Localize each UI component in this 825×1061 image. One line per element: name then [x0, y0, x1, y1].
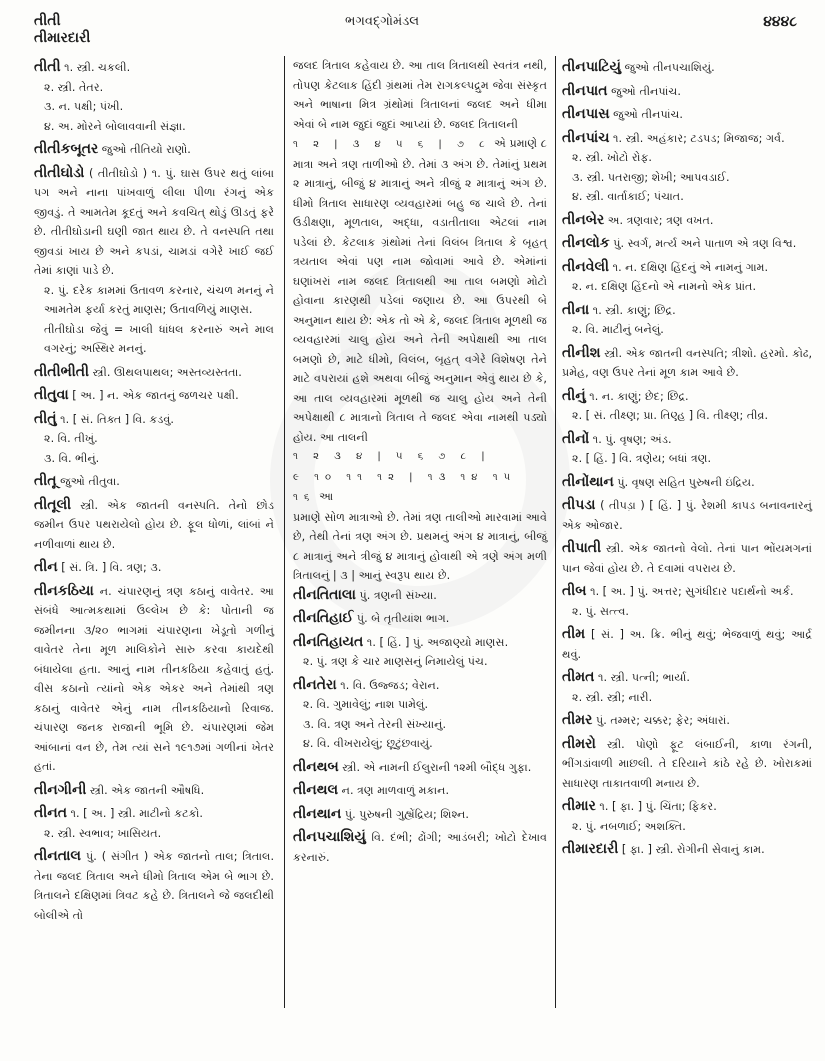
- dictionary-entry: [34, 804, 274, 843]
- definition-sense: [ સં. ] અ. ક્રિ. ભીનું થવું; ભેજવાળું થવું; આર્દ્ર થવું.: [562, 628, 812, 661]
- tintal-paragraph-2: માત્રા અને ત્રણ તાળીઓ છે. તેમાં ૩ અંગ છે. તેમાંનું પ્રથમ ૨ માત્રાનું, બીજું ૪ માત્રાનું અને ત્રીજું ૨ માત્રાનું અંગ છે. ધીમો ત્રિતાલ સાધારણ વ્યવહારમાં બહુ જ ચાલે છે. તેનાં ઉડીક્ષણા, મૂળતાલ, અદ્ધા, વડાતીતાલા એટલાં નામ પડેલાં છે. કેટલાક ગ્રંથોમાં તેનાં વિલંબ ત્રિતાલ કે બૃહત્ ત્રયતાલ એવાં પણ નામ જોવામાં આવે છે. એમાંનાં ઘણાંખરાં નામ જલદ ત્રિતાલથી આ તાલ બમણો મોટો હોવાના કારણથી પડેલાં જણાય છે. આ ઉપરથી બે અનુમાન થાય છે: એક તો એ કે, જલદ ત્રિતાલ મૂળથી જ વ્યવહારમાં ચાલુ હોય અને તેની અપેક્ષાથી આ તાલ બમણો છે, માટે ધીમો, વિલંબ, બૃહત્ વગેરે વિશેષણ તેને માટે વપરાયાં હશે અથવા બીજું અનુમાન એવું થાય છે કે, આ તાલ વ્યવહારમાં મૂળથી જ ચાલુ હોય અને તેની અપેક્ષાથી ૮ માત્રાનો ત્રિતાલ તે જલદ એવા નામથી પડ્યો હોય. આ તાલની: [293, 157, 547, 444]
- definition-sense: સ્ત્રી. એક જાતની ઔષધિ.: [86, 783, 205, 797]
- dictionary-entry: [293, 676, 547, 754]
- column-2: [284, 56, 556, 1008]
- headword: તીનોં: [562, 430, 590, 447]
- dictionary-entry: [562, 539, 812, 578]
- headword: તીનીશ: [562, 344, 601, 361]
- column-3: [562, 58, 812, 864]
- dictionary-entry: [562, 387, 812, 426]
- definition-sense: [ અ. ] ન. એક જાતનું જળચર પક્ષી.: [68, 389, 239, 402]
- definition-sense: ૧. સ્ત્રી. ચકલી.: [60, 61, 131, 74]
- definition-sense: [ સં. ત્રિ. ] વિ. ત્રણ; ૩.: [57, 561, 162, 574]
- dictionary-entry: [293, 609, 547, 629]
- definition-sense: ૨. પું. દરેક કામમાં ઉતાવળ કરનાર, ચંચળ મનનું ને આમતેમ ફર્યા કરતું માણસ; ઉતાવળિયું માણસ.: [44, 283, 274, 316]
- dictionary-entry: [562, 344, 812, 383]
- headword: તીનતાલ: [34, 848, 82, 864]
- guide-word-first: તીતી: [34, 13, 61, 29]
- definition-sense: ૨. સ્ત્રી. તેતર.: [44, 80, 104, 94]
- headword: તીમત: [562, 669, 595, 685]
- headword: તીનથબ: [293, 758, 339, 775]
- dictionary-entry: [562, 625, 812, 664]
- headword: તીતી: [34, 59, 61, 75]
- headword: તીતું: [34, 410, 57, 427]
- dictionary-entry: [562, 668, 812, 707]
- page-header: [0, 0, 825, 50]
- dictionary-entry: [34, 58, 274, 136]
- definition-sense: ન. ત્રણ માળવાળું મકાન.: [338, 784, 450, 797]
- headword: તીતીભીતી: [34, 363, 90, 380]
- guide-word-last: તીમારદારી: [34, 30, 91, 46]
- headword: તીનતિતાલા: [293, 586, 356, 603]
- definition-sense: જુઓ તીતુવા.: [56, 475, 120, 488]
- dictionary-entry: [562, 582, 812, 621]
- headword: તીતીઘોડો: [34, 164, 85, 181]
- headword: તીમારદારી: [562, 841, 619, 857]
- definition-sense: તીતીઘોડા જેવું = ખાલી ધાંધલ કરનારું અને માલ વગરનું; અસ્થિર મનનું.: [44, 322, 274, 355]
- definition-sense: પું. સ્વર્ગ, મર્ત્ય અને પાતાળ એ ત્રણ વિશ્વ.: [609, 237, 797, 250]
- dictionary-entry: [34, 496, 274, 555]
- dictionary-entry: [34, 363, 274, 383]
- definition-sense: ૩. વિ. ત્રણ અને તેરની સંખ્યાનું.: [303, 717, 446, 731]
- headword: તીનપચાશિયું: [293, 829, 366, 845]
- headword: તીનતિહાઈ: [293, 610, 354, 626]
- dictionary-entry: [562, 797, 812, 836]
- definition-sense: ૧. વિ. ઉજ્જડ; વેરાન.: [336, 678, 440, 692]
- definition-sense: સ્ત્રી. ઊથલપાથલ; અસ્તવ્યસ્તતા.: [89, 365, 242, 379]
- dictionary-entry: [562, 735, 812, 794]
- dictionary-entry: [34, 164, 274, 359]
- definition-sense: વિ. દંભી; ઢોંગી; આડંબરી; ખોટો દેખાવ કરનારું.: [293, 831, 547, 864]
- headword: તીમરો: [562, 735, 596, 752]
- dictionary-entry: [293, 828, 547, 867]
- definition-sense: પું. તમ્મર; ચક્કર; ફેર; અંધારાં.: [592, 714, 730, 727]
- headword: તીતીકબૂતર: [34, 141, 99, 157]
- definition-sense: પું. ત્રણની સંખ્યા.: [355, 588, 437, 602]
- dictionary-entry: [562, 105, 812, 125]
- headword: તીનતેરા: [293, 676, 337, 693]
- tintal-paragraph-1: જલદ ત્રિતાલ કહેવાય છે. આ તાલ ત્રિતાલથી સ્વતંત્ર નથી, તોપણ કેટલાક હિંદી ગ્રંથમાં તેમ રાગકલ્પદ્રુમ જેવા સંસ્કૃત અને ભાષાના મિત્ર ગ્રંથોમાં ત્રિતાલનાં જલદ અને ધીમા એવાં બે નામ જુદાં જુદાં આપ્યાં છે. જલદ ત્રિતાલની: [293, 59, 547, 131]
- definition-sense: ૨. પું. ત્રણ કે ચાર માણસનું નિમાયેલું પંચ.: [303, 655, 488, 668]
- dictionary-entry: [293, 633, 547, 672]
- dictionary-entry: [293, 758, 547, 778]
- definition-sense: જુઓ તીતિયો રાણો.: [98, 143, 191, 156]
- headword: તીના: [562, 301, 590, 318]
- headword: તીબ: [562, 583, 587, 599]
- beat-tail: આ: [319, 490, 334, 503]
- beat-row-2: ૧ ૨ ૩ ૪ | ૫ ૬ ૭ ૮ |: [293, 451, 491, 462]
- page-number: ૪૪૪૮: [763, 14, 797, 30]
- headword: તીનથલ: [293, 782, 339, 798]
- definition-sense: ન. ચંપારણનું ત્રણ કઠાનું વાવેતર. આ સંબંધે આત્મકથામાં ઉલ્લેખ છે કે: પોતાની જ જમીનના ૩/૨૦ ભાગમાં ચંપારણના ખેડૂતો ગળીનું વાવેતર તેના મૂળ માલિકોને સારુ કરવા કાયદેથી બંધાયેલા હતા. આનું નામ તીનકઠિયા કહેવાતું હતું. વીસ કઠાનો ત્યાંનો એક એકર અને તેમાંથી ત્રણ કઠાનું વાવેતર એનું નામ તીનકઠિયાનો રિવાજ. ચંપારણ જનક રાજાની ભૂમિ છે. ચંપારણમાં જેમ આંબાનાં વન છે, તેમ ત્યાં સને ૧૯૧૭માં ગળીનાં ખેતર હતાં.: [34, 584, 274, 773]
- dictionary-entry: [34, 558, 274, 578]
- definition-sense: ( તીપડ઼ા ) [ હિં. ] પું. રેશમી કાપડ બનાવનારનું એક ઓજાર.: [562, 499, 812, 532]
- headword: તીનથાન: [293, 805, 342, 822]
- beat-notation: ૯ ૧૦ ૧૧ ૧૨ | ૧૩ ૧૪ ૧૫ ૧૬: [293, 471, 517, 503]
- dictionary-entry: [562, 711, 812, 731]
- definition-sense: ૨. પું. સત્ત્વ.: [572, 604, 629, 618]
- dictionary-entry: [562, 58, 812, 78]
- headword: તીનલોક: [562, 235, 610, 251]
- headword: તીતૂલી: [34, 496, 72, 513]
- dictionary-entry: [34, 847, 274, 925]
- definition-sense: ૨. સ્ત્રી. સ્વભાવ; ખાસિયત.: [44, 826, 162, 840]
- dictionary-entry: [293, 805, 547, 825]
- beat-notation: ૧ ૨ | ૩ ૪ ૫ ૬ | ૭ ૮: [293, 139, 491, 150]
- definition-sense: ૧. ન. દક્ષિણ હિંદનું એ નામનું ગામ.: [609, 260, 769, 274]
- definition-sense: ૨. પું. નબળાઈ; અશક્તિ.: [572, 819, 686, 833]
- definition-sense: ૩. ન. પક્ષી; પંખી.: [44, 100, 124, 113]
- definition-sense: ૧. સ્ત્રી. અહંકાર; ટડપડ; મિજાજ; ગર્વ.: [609, 131, 785, 145]
- headword: તીનત: [34, 805, 67, 821]
- headword: તીનકઠિયા: [34, 582, 94, 599]
- headword: તીતુવા: [34, 387, 69, 403]
- definition-sense: પું. ( સંગીત ) એક જાતનો તાલ; ત્રિતાલ. તેના જલદ ત્રિતાલ અને ધીમો ત્રિતાલ એમ બે ભાગ છે. ત્રિતાલને દક્ષિણમાં ત્રિવટ કહે છે. ત્રિતાલને જે જલદીથી બોલીએ તો: [34, 850, 274, 922]
- dictionary-entry: [562, 473, 812, 493]
- headword: તીનગીની: [34, 781, 87, 798]
- definition-sense: ૩. સ્ત્રી. પતરાજી; શેખી; આપવડાઈ.: [572, 170, 730, 184]
- definition-sense: ૧. [ ફા. ] પું. ચિંતા; ફિકર.: [595, 800, 717, 813]
- definition-sense: ( તીતીઘોડો ) ૧. પું. ઘાસ ઉપર થતું લાંબા પગ અને નાના પાંખવાળું લીલા પીળા રંગનું એક જીવડું. તે આમતેમ કૂદતું અને કવચિત્ થોડું ઊડતું ફરે છે. તીતીઘોડાની ઘણી જાત થાય છે. તે વનસ્પતિ તથા જીવડાં ખાય છે અને કપડાં, ચામડાં વગેરે ખાઈ જઈ તેમાં કાણાં પાડે છે.: [34, 166, 274, 277]
- headword: તીનપાસ: [562, 106, 610, 122]
- column-2-entries: [293, 586, 547, 868]
- definition-sense: ૧. સ્ત્રી. કાણું; છિદ્ર.: [589, 303, 676, 317]
- headword: તીન: [34, 559, 58, 575]
- definition-sense: ૧. [ સં. તિક્ત ] વિ. કડવું.: [56, 412, 174, 426]
- definition-sense: ૧. [ અ. ] પું. અત્તર; સુગંધીદાર પદાર્થનો અર્ક.: [586, 585, 794, 598]
- definition-sense: ૪. અ. મોરને બોલાવવાની સંજ્ઞા.: [44, 119, 186, 133]
- definition-sense: ૧. [ અ. ] સ્ત્રી. માટીનો કટકો.: [67, 807, 203, 820]
- definition-sense: જુઓ તીનપચાશિયું.: [621, 61, 715, 74]
- definition-sense: ૧. સ્ત્રી. પત્ની; ભાર્યા.: [594, 671, 690, 684]
- beat-row-3: [293, 467, 547, 508]
- definition-sense: ૧. [ હિં. ] પું. અજાણ્યો માણસ.: [363, 635, 509, 649]
- definition-sense: ૨. સ્ત્રી. સ્ત્રી; નારી.: [572, 690, 653, 704]
- running-title: ભગવદ્ગોમંડલ: [345, 14, 420, 29]
- definition-sense: ૧. ન. કાણું; છેદ; છિદ્ર.: [585, 389, 689, 403]
- dictionary-entry: [562, 258, 812, 297]
- dictionary-entry: [562, 82, 812, 102]
- dictionary-entry: [562, 496, 812, 535]
- definition-sense: સ્ત્રી. પોણો ફૂટ લંબાઈની, કાળા રંગની, ભીંગડાંવાળી માછલી. તે દરિયાને કાંઠે રહે છે. ખોરાકમાં સાધારણ તાકાતવાળી મનાય છે.: [562, 737, 812, 790]
- definition-sense: પું. પુરુષની ગુહ્યેંદ્રિય; શિશ્ન.: [341, 807, 469, 821]
- definition-sense: ૩. વિ. ભીનું.: [44, 451, 100, 465]
- dictionary-entry: [293, 781, 547, 801]
- definition-sense: [ ફા. ] સ્ત્રી. રોગીની સેવાનું કામ.: [618, 843, 765, 856]
- definition-sense: ૨. વિ. ગુમાવેલું; નાશ પામેલું.: [303, 698, 429, 711]
- beat-row-1: [293, 134, 547, 155]
- definition-sense: પું. બે તૃતીયાંશ ભાગ.: [353, 612, 450, 625]
- headword: તીનતિહાયત: [293, 633, 364, 650]
- headword: તીમ: [562, 626, 586, 642]
- headword: તીતૂ: [34, 473, 57, 489]
- definition-sense: ૨. [ સં. તીક્ષ્ણ; પ્રા. તિણ્હ ] વિ. તીક્ષ્ણ; તીવ્ર.: [572, 409, 769, 422]
- dictionary-entry: [34, 781, 274, 801]
- dictionary-entry: [34, 386, 274, 406]
- dictionary-entry: [562, 840, 812, 860]
- dictionary-entry: [562, 301, 812, 340]
- tintal-paragraph-3: પ્રમાણે સોળ માત્રાઓ છે. તેમાં ત્રણ તાલીઓ મારવામાં આવે છે, તેથી તેનાં ત્રણ અંગ છે. પ્રથમનું અંગ ૪ માત્રાનું, બીજું ૮ માત્રાનું અને ત્રીજું ૪ માત્રાનું હોવાથી એ ત્રણે અંગ મળી ત્રિતાલનું | ૩ | આનું સ્વરૂપ થાય છે.: [293, 510, 547, 582]
- definition-sense: ૨. ન. દક્ષિણ હિંદનો એ નામનો એક પ્રાંત.: [572, 280, 757, 293]
- headword: તીમર: [562, 712, 593, 728]
- definition-sense: ૨. [ હિં. ] વિ. ત્રણેય; બધાં ત્રણ.: [572, 452, 712, 465]
- dictionary-entry: [34, 140, 274, 160]
- definition-sense: ૪. સ્ત્રી. વાર્તાકાઈ; પંચાત.: [572, 190, 684, 203]
- dictionary-entry: [562, 430, 812, 469]
- dictionary-entry: [34, 410, 274, 469]
- dictionary-entry: [562, 211, 812, 231]
- headword: તીપડા: [562, 497, 596, 513]
- definition-sense: સ્ત્રી. એ નામની ઈલુરાની ૧૨મી બૌદ્ધ ગુફા.: [338, 760, 532, 774]
- definition-sense: સ્ત્રી. એક જાતની વનસ્પતિ; ત્રીશો. હરમો. કોઢ, પ્રમેહ, વણ ઉપર તેનાં મૂળ કામ આવે છે.: [562, 346, 812, 379]
- headword: તીનપાટિયું: [562, 59, 622, 75]
- definition-sense: જુઓ તીનપાંચ.: [607, 84, 681, 98]
- headword: તીનોંથાન: [562, 473, 614, 490]
- definition-sense: ૧. પું. વૃષણ; અંડ.: [589, 432, 672, 446]
- definition-sense: અ. ત્રણવાર; ત્રણ વખત.: [604, 213, 714, 227]
- definition-sense: જુઓ તીનપાંચ.: [609, 108, 683, 121]
- dictionary-entry: [34, 472, 274, 492]
- dictionary-entry: [34, 582, 274, 777]
- definition-sense: ૨. સ્ત્રી. ખોટો રોફ.: [572, 151, 652, 164]
- headword: તીપાતી: [562, 540, 602, 556]
- headword: તીનું: [562, 387, 586, 404]
- definition-sense: ૨. વિ. તીખું.: [44, 432, 98, 445]
- column-1: [34, 58, 274, 929]
- beat-tail: એ પ્રમાણે ૮: [494, 137, 547, 150]
- headword: તીનવેલી: [562, 258, 610, 275]
- definition-sense: ૨. વિ. માટીનું બનેલું.: [572, 323, 664, 336]
- definition-sense: સ્ત્રી. એક જાતની વનસ્પતિ. તેનો છોડ જમીન ઉપર પથરાયેલો હોય છે. ફૂલ ધોળાં, લાંબાં ને નળીવાળાં થાય છે.: [34, 498, 274, 551]
- definition-sense: પું. વૃષણ સહિત પુરુષની ઇંદ્રિય.: [613, 475, 755, 489]
- dictionary-entry: [293, 586, 547, 606]
- dictionary-entry: [562, 234, 812, 254]
- headword: તીનપાત: [562, 82, 608, 99]
- definition-sense: ૪. વિ. વીખરાયેલું; છૂટુંછવાયું.: [303, 737, 433, 750]
- headword: તીમાર: [562, 798, 596, 814]
- headword: તીનપાંચ: [562, 129, 610, 146]
- headword: તીનબેર: [562, 211, 605, 228]
- dictionary-entry: [562, 129, 812, 207]
- definition-sense: સ્ત્રી. એક જાતનો વેલો. તેનાં પાન ભોંયમગનાં પાન જેવાં હોય છે. તે દવામાં વપરાય છે.: [562, 542, 812, 575]
